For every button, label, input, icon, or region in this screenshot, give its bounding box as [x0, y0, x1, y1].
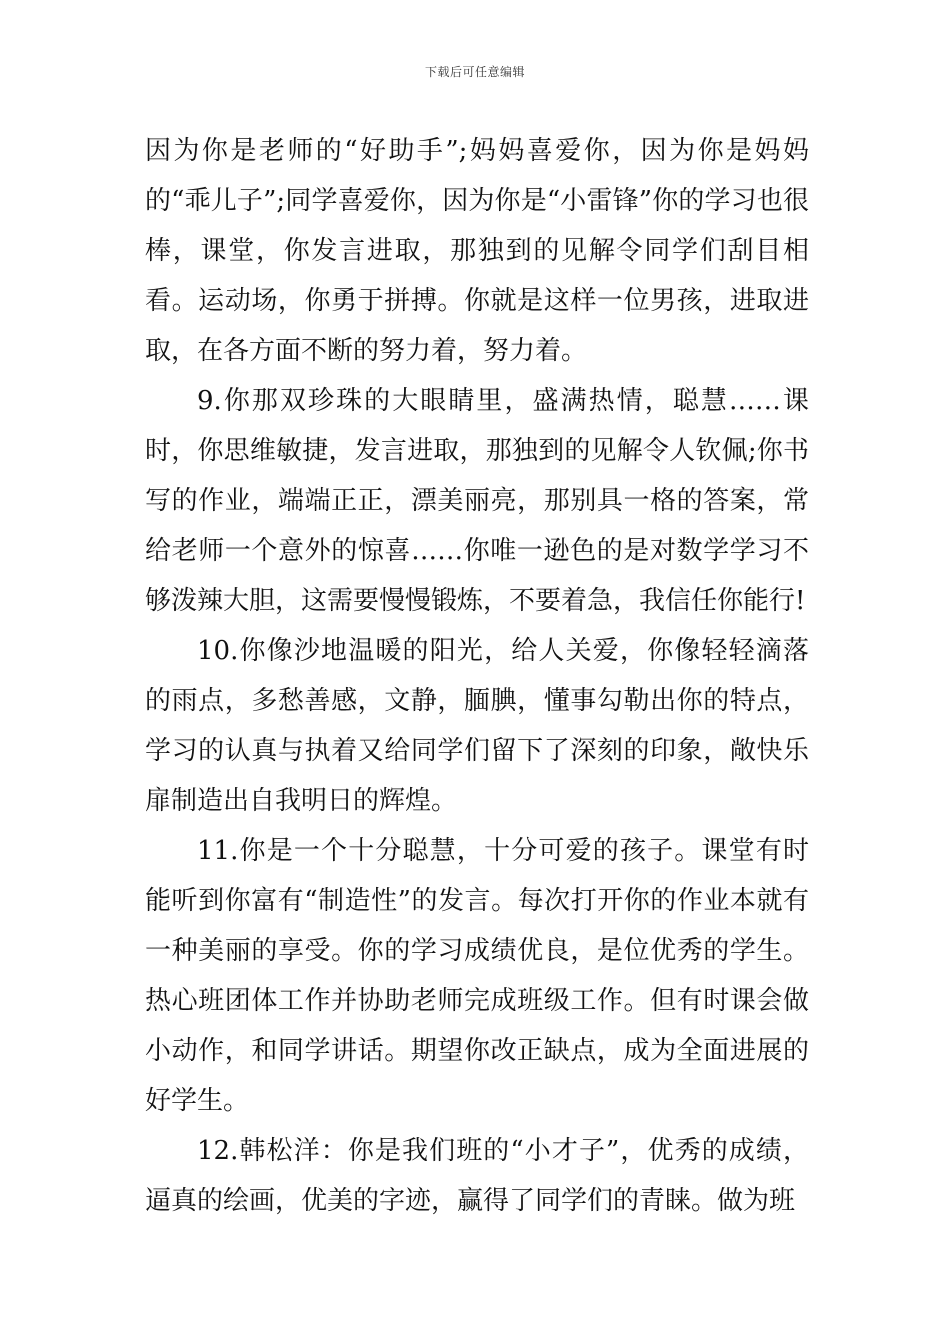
- paragraph-continued: 因为你是老师的“好助手”;妈妈喜爱你，因为你是妈妈的“乖儿子”;同学喜爱你，因为你是“小雷锋”你的学习也很棒，课堂，你发言进取，那独到的见解令同学们刮目相看。运动场，你勇于拼搏。你就是这样一位男孩，进取进取，在各方面不断的努力着，努力着。: [145, 136, 809, 366]
- page-header: 下载后可任意编辑: [424, 65, 525, 79]
- paragraph-item-11: 11.你是一个十分聪慧，十分可爱的孩子。课堂有时能听到你富有“制造性”的发言。每次打开你的作业本就有一种美丽的享受。你的学习成绩优良，是位优秀的学生。热心班团体工作并协助老师完成班级工作。但有时课会做小动作，和同学讲话。期望你改正缺点，成为全面进展的好学生。: [145, 836, 809, 1116]
- paragraph-item-12: 12.韩松洋：你是我们班的“小才子”，优秀的成绩，逼真的绘画，优美的字迹，赢得了同学们的青睐。做为班: [145, 1136, 809, 1216]
- paragraph-item-9: 9.你那双珍珠的大眼睛里，盛满热情，聪慧……课时，你思维敏捷，发言进取，那独到的见解令人钦佩;你书写的作业，端端正正，漂美丽亮，那别具一格的答案，常给老师一个意外的惊喜……你唯一逊色的是对数学学习不够泼辣大胆，这需要慢慢锻炼，不要着急，我信任你能行!: [145, 386, 809, 616]
- document-body: [145, 126, 809, 1226]
- paragraph-item-10: 10.你像沙地温暖的阳光，给人关爱，你像轻轻滴落的雨点，多愁善感，文静，腼腆，懂事勾勒出你的特点，学习的认真与执着又给同学们留下了深刻的印象，敞快乐扉制造出自我明日的辉煌。: [145, 636, 809, 816]
